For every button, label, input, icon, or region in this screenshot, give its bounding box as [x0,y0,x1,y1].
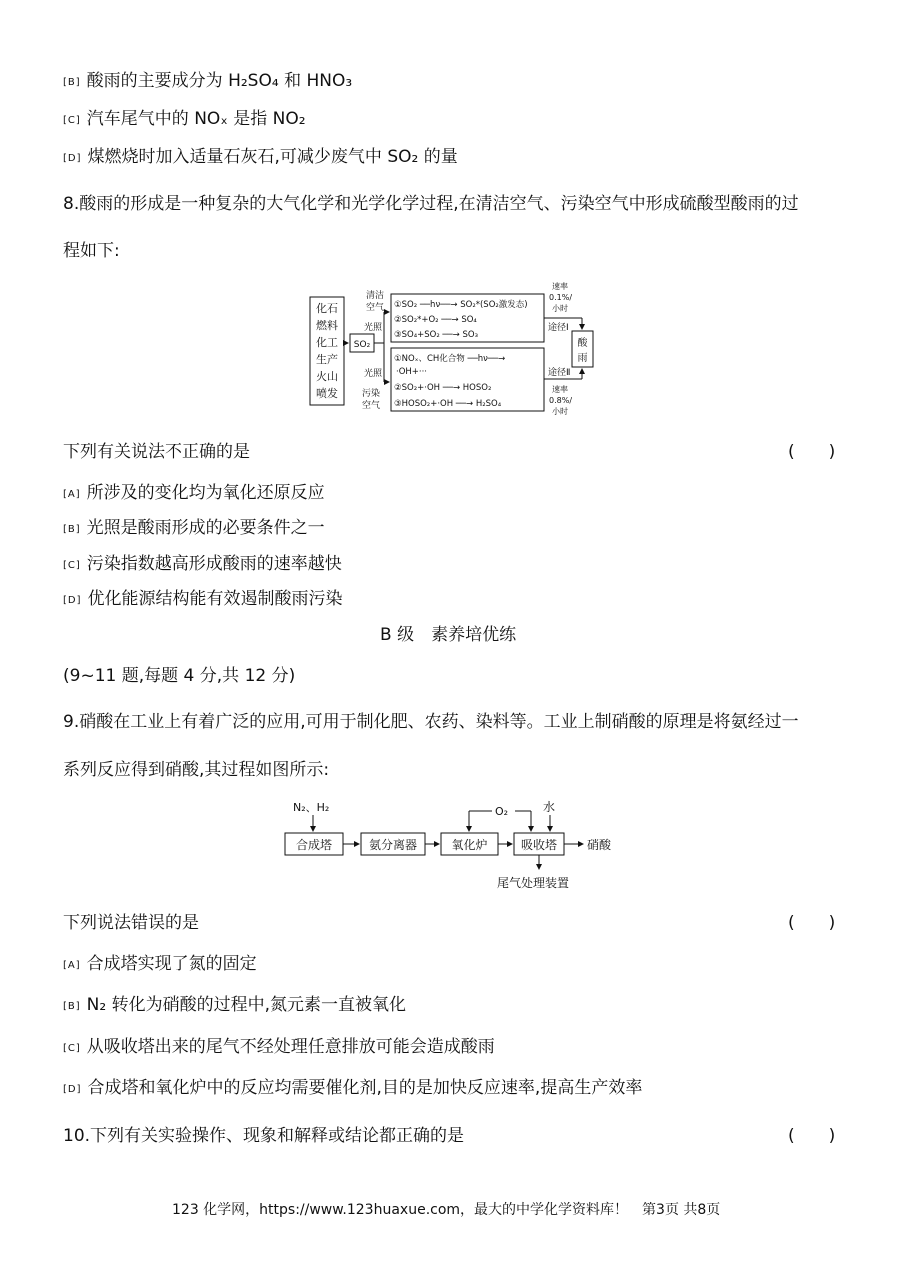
option-letter: [D] [63,595,82,606]
q7-option-b [63,66,352,91]
option-text: 从吸收塔出来的尾气不经处理任意排放可能会造成酸雨 [86,1037,495,1057]
option-letter: [D] [63,153,82,164]
light-label: 光照 [364,369,383,379]
box-label: 合成塔 [295,838,333,852]
box-label: 氨分离器 [368,838,418,852]
acid-rain-label: 酸 [577,338,588,349]
rate-label: 速率 [552,282,568,291]
q9-stem-line2: 系列反应得到硝酸,其过程如图所示: [63,760,330,780]
source-text: 喷发 [316,387,338,400]
q9-option-d [63,1073,642,1098]
light-label: 光照 [364,323,383,333]
option-letter: [A] [63,489,81,500]
option-text: 合成塔实现了氮的固定 [86,954,257,974]
section-note: (9~11 题,每题 4 分,共 12 分) [63,666,296,686]
q8-stem-line2: 程如下: [63,241,120,261]
nitric-acid-process-diagram [275,795,635,895]
option-letter: [C] [63,560,81,571]
rate-label: 小时 [552,304,568,313]
q9-question: 下列说法错误的是 [63,913,199,933]
box-label: 吸收塔 [520,838,558,852]
water-label: 水 [543,800,556,814]
source-text: 燃料 [316,319,338,332]
page-footer: 123 化学网，https://www.123huaxue.com，最大的中学化学资料库！ 第3页 共8页 [172,1202,721,1218]
q8-option-d [63,584,343,609]
option-letter: [B] [63,77,81,88]
q9-option-a [63,949,257,974]
option-text: 合成塔和氧化炉中的反应均需要催化剂,目的是加快反应速率,提高生产效率 [87,1078,643,1098]
option-text: 汽车尾气中的 NOₓ 是指 NO₂ [86,109,306,129]
q9-option-b [63,990,406,1015]
polluted-air-label: 空气 [362,401,381,411]
option-text: 污染指数越高形成酸雨的速率越快 [86,554,342,574]
reaction-text: ②SO₂+·OH ──→ HOSO₂ [394,383,492,393]
q10-answer-paren: ( ) [788,1126,836,1146]
source-text: 火山 [316,370,338,383]
q8-question: 下列有关说法不正确的是 [63,442,250,462]
option-letter: [C] [63,1043,81,1054]
source-text: 生产 [316,353,338,366]
reaction-text: ③SO₄+SO₂ ──→ SO₃ [394,330,478,340]
reaction-text: ①SO₂ ──hν──→ SO₂*(SO₂激发态) [394,300,528,310]
reaction-text: ①NOₓ、CH化合物 ──hν──→ [394,354,506,364]
option-text: N₂ 转化为硝酸的过程中,氮元素一直被氧化 [86,995,407,1015]
option-letter: [B] [63,524,81,535]
box-label: 氧化炉 [451,838,488,852]
option-text: 酸雨的主要成分为 H₂SO₄ 和 HNO₃ [86,71,353,91]
rate-label: 0.8%/ [549,396,573,405]
q9-answer-paren: ( ) [788,913,836,933]
product-label: 硝酸 [587,838,612,852]
q8-stem-line1: 8.酸雨的形成是一种复杂的大气化学和光学化学过程,在清洁空气、污染空气中形成硫酸型酸雨的过 [63,194,799,214]
so2-label: SO₂ [353,340,371,350]
option-letter: [C] [63,115,81,126]
option-text: 优化能源结构能有效遏制酸雨污染 [87,589,343,609]
option-text: 所涉及的变化均为氧化还原反应 [86,483,325,503]
source-text: 化工 [316,336,338,349]
option-letter: [B] [63,1001,81,1012]
o2-label: O₂ [495,805,509,818]
q8-option-a [63,478,325,503]
rate-label: 小时 [552,407,568,416]
q8-option-b [63,513,325,538]
q7-option-d [63,142,458,167]
rate-label: 0.1%/ [549,293,573,302]
reaction-text: ·OH+··· [396,367,428,377]
acid-rain-diagram [300,280,610,422]
q7-option-c [63,104,306,129]
q8-answer-paren: ( ) [788,442,836,462]
option-letter: [A] [63,960,81,971]
q9-stem-line1: 9.硝酸在工业上有着广泛的应用,可用于制化肥、农药、染料等。工业上制硝酸的原理是将氨经过一 [63,712,799,732]
tail-gas-label: 尾气处理装置 [497,876,570,890]
clean-air-label: 清洁 [366,291,385,301]
acid-rain-label: 雨 [577,353,588,364]
option-text: 光照是酸雨形成的必要条件之一 [86,518,325,538]
source-text: 化石 [316,302,338,315]
reaction-text: ②SO₂*+O₂ ──→ SO₄ [394,315,477,325]
q8-option-c [63,549,342,574]
clean-air-label: 空气 [366,303,385,313]
section-title: B 级 素养培优练 [380,625,517,645]
reaction-text: ③HOSO₂+·OH ──→ H₂SO₄ [394,399,502,409]
polluted-air-label: 污染 [362,389,381,399]
q9-option-c [63,1032,495,1057]
option-text: 煤燃烧时加入适量石灰石,可减少废气中 SO₂ 的量 [87,147,458,167]
rate-label: 速率 [552,385,568,394]
q10-stem: 10.下列有关实验操作、现象和解释或结论都正确的是 [63,1126,465,1146]
route-label: 途径Ⅰ [548,323,569,333]
inputs-label: N₂、H₂ [293,801,330,814]
route-label: 途径Ⅱ [548,368,571,378]
option-letter: [D] [63,1084,82,1095]
